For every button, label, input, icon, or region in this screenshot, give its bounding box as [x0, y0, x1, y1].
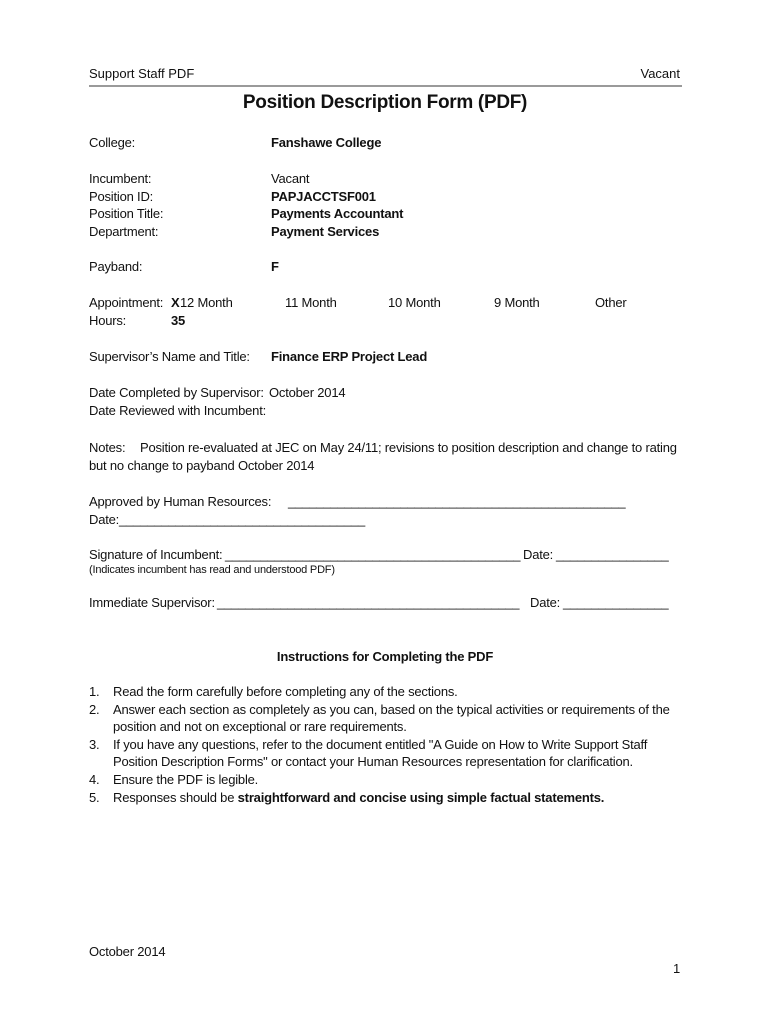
notes-line1: Position re-evaluated at JEC on May 24/11; revisions to position description and change to rating	[140, 440, 677, 455]
supervisor-date-label: Date:	[530, 595, 561, 610]
date-completed-label: Date Completed by Supervisor:	[89, 385, 264, 400]
list-item-number: 5.	[89, 789, 100, 805]
list-item-text: Responses should be	[113, 789, 238, 805]
hours-label: Hours:	[89, 313, 127, 328]
position-id-value: PAPJACCTSF001	[271, 189, 376, 204]
supervisor-label: Supervisor’s Name and Title:	[89, 349, 250, 364]
list-item	[89, 771, 679, 789]
incumbent-value: Vacant	[271, 171, 310, 186]
list-item-text: Ensure the PDF is legible.	[113, 771, 259, 787]
payband-label: Payband:	[89, 259, 143, 274]
list-item-number: 4.	[89, 771, 100, 787]
position-title-label: Position Title:	[89, 206, 164, 221]
supervisor-date-line[interactable]: _______________	[563, 595, 669, 610]
list-item-text: If you have any questions, refer to the document entitled "A Guide on How to Write Support Staff Position Description Forms" or contact your Human Resources representation for clarification.	[113, 736, 648, 770]
instructions-title: Instructions for Completing the PDF	[276, 649, 494, 664]
list-item-number: 2.	[89, 701, 100, 717]
position-title-value: Payments Accountant	[271, 206, 404, 221]
list-item-number: 1.	[89, 684, 100, 699]
approved-signature-line[interactable]: ________________________________________________	[288, 494, 626, 509]
incumbent-signature-note: (Indicates incumbent has read and understood PDF)	[89, 564, 335, 576]
list-item	[89, 736, 679, 771]
college-label: College:	[89, 135, 136, 150]
supervisor-signature-label: Immediate Supervisor:	[89, 595, 215, 610]
page-title: Position Description Form (PDF)	[242, 92, 528, 113]
incumbent-date-label: Date:	[523, 547, 554, 562]
list-item-emphasis: straightforward and concise using simple factual statements.	[237, 789, 605, 805]
appointment-option-other: Other	[595, 295, 627, 310]
approved-label: Approved by Human Resources:	[89, 494, 272, 509]
approved-date-label: Date:	[89, 512, 120, 527]
incumbent-date-line[interactable]: ________________	[556, 547, 669, 562]
instructions-list	[89, 683, 679, 806]
header-left: Support Staff PDF	[89, 66, 195, 81]
appointment-mark: X	[171, 295, 180, 310]
header-rule	[89, 85, 682, 87]
appointment-option-11: 11 Month	[285, 295, 337, 310]
incumbent-label: Incumbent:	[89, 171, 152, 186]
appointment-label: Appointment:	[89, 295, 164, 310]
hours-value: 35	[171, 313, 186, 328]
supervisor-value: Finance ERP Project Lead	[271, 349, 428, 364]
position-id-label: Position ID:	[89, 189, 154, 204]
header-right: Vacant	[640, 66, 680, 81]
appointment-option-10: 10 Month	[388, 295, 441, 310]
notes-line2: but no change to payband October 2014	[89, 458, 315, 473]
list-item-text: Read the form carefully before completing any of the sections.	[113, 684, 458, 699]
college-value: Fanshawe College	[271, 135, 382, 150]
notes-label: Notes:	[89, 440, 126, 455]
date-completed-value: October 2014	[269, 385, 346, 400]
list-item	[89, 683, 679, 701]
department-label: Department:	[89, 224, 159, 239]
supervisor-signature-line[interactable]: ___________________________________________	[217, 595, 520, 610]
page-number: 1	[672, 961, 680, 976]
appointment-option-12: 12 Month	[180, 295, 233, 310]
incumbent-signature-label: Signature of Incumbent:	[89, 547, 223, 562]
department-value: Payment Services	[271, 224, 380, 239]
list-item	[89, 789, 679, 807]
approved-date-line[interactable]: ___________________________________	[119, 512, 366, 527]
footer-date: October 2014	[89, 944, 166, 959]
date-reviewed-label: Date Reviewed with Incumbent:	[89, 403, 267, 418]
list-item-text: Answer each section as completely as you can, based on the typical activities or requirements of the position and not on exceptional or rare requirements.	[113, 701, 670, 735]
list-item	[89, 701, 679, 736]
list-item-number: 3.	[89, 736, 100, 752]
payband-value: F	[271, 259, 279, 274]
incumbent-signature-line[interactable]: __________________________________________	[225, 547, 521, 562]
appointment-option-9: 9 Month	[494, 295, 540, 310]
